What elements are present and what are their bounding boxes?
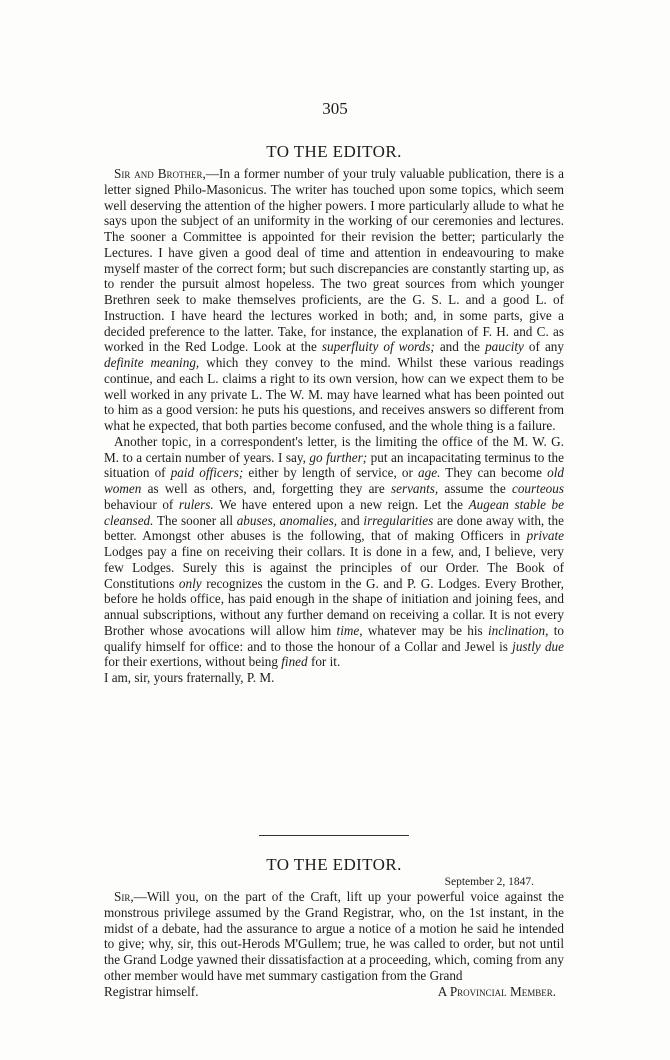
letter-1-heading: TO THE EDITOR. [266, 142, 402, 161]
letter-2-salutation: Sir, [114, 889, 134, 904]
section-divider [259, 835, 409, 836]
letter-2-signature: A Provincial Member. [437, 983, 556, 999]
letter-1-body [104, 166, 564, 686]
letter-2-closing-line: Registrar himself. A Provincial Member. [104, 983, 556, 999]
letter-1 [104, 142, 564, 686]
letter-2-body [104, 889, 564, 999]
letter-2-heading: TO THE EDITOR. [266, 855, 402, 874]
page-number: 305 [322, 99, 348, 118]
letter-1-paragraph-1: Sir and Brother,—In a former number of your truly valuable publication, there is a letter signed Philo-Masonicus. The writer has touched upon some topics, which seem well deserving the attention of the higher powers. I more particularly allude to what he says upon the subject of an uniformity in the working of our ceremonies and lectures. The sooner a Committee is appointed for their revision the better; particularly the Lectures. I have given a good deal of time and attention in endeavouring to make myself master of the correct form; but such discrepancies are constantly starting up, as to render the pursuit almost hopeless. The two great sources from which younger Brethren seek to make themselves proficients, are the G. S. L. and a good L. of Instruction. I have heard the lectures worked in both; and, in some parts, give a decided preference to the latter. Take, for instance, the explanation of F. H. and C. as worked in the Red Lodge. Look at the superfluity of words; and the paucity of any definite meaning, which they convey to the mind. Whilst these various readings continue, and each L. claims a right to its own version, how can we expect them to be well worked in any private L. The W. M. may have learned what has been pointed out to him as a good version: he puts his questions, and receives answers so different from what he expected, that both parties become confused, and the whole thing is a failure. [104, 166, 565, 433]
letter-2 [104, 855, 564, 999]
letter-2-date: September 2, 1847. [444, 876, 534, 888]
letter-1-salutation: Sir and Brother, [114, 166, 206, 181]
letter-2-paragraph: Sir,—Will you, on the part of the Craft, lift up your powerful voice against the monstrous privilege assumed by the Grand Registrar, who, on the 1st instant, in the midst of a debate, had the assurance to argue a notice of a motion he said he intended to give; why, sir, this out-Herods M'Gullem; true, he was called to order, but not until the Grand Lodge yawned their dissatisfaction at a proceeding, which, coming from any other member would have met summary castigation from the Grand [104, 889, 564, 983]
letter-1-signoff: I am, sir, yours fraternally, P. M. [104, 670, 275, 685]
letter-1-paragraph-2: Another topic, in a correspondent's letter, is the limiting the office of the M. W. G. M. to a certain number of years. I say, go further; put an incapacitating terminus to the situation of paid officers; either by length of service, or age. They can become old women as well as others, and, forgetting they are servants, assume the courteous behaviour of rulers. We have entered upon a new reign. Let the Augean stable be cleansed. The sooner all abuses, anomalies, and irregularities are done away with, the better. Amongst other abuses is the following, that of making Officers in private Lodges pay a fine on receiving their collars. It is done in a few, and, I believe, very few Lodges. Surely this is against the principles of our Order. The Book of Constitutions only recognizes the custom in the G. and P. G. Lodges. Every Brother, before he holds office, has paid enough in the shape of initiation and joining fees, and annual subscriptions, without any further demand on receiving a collar. It is not every Brother whose avocations will allow him time, whatever may be his inclination, to qualify himself for office: and to those the honour of a Collar and Jewel is justly due for their exertions, without being fined for it. [104, 433, 565, 670]
